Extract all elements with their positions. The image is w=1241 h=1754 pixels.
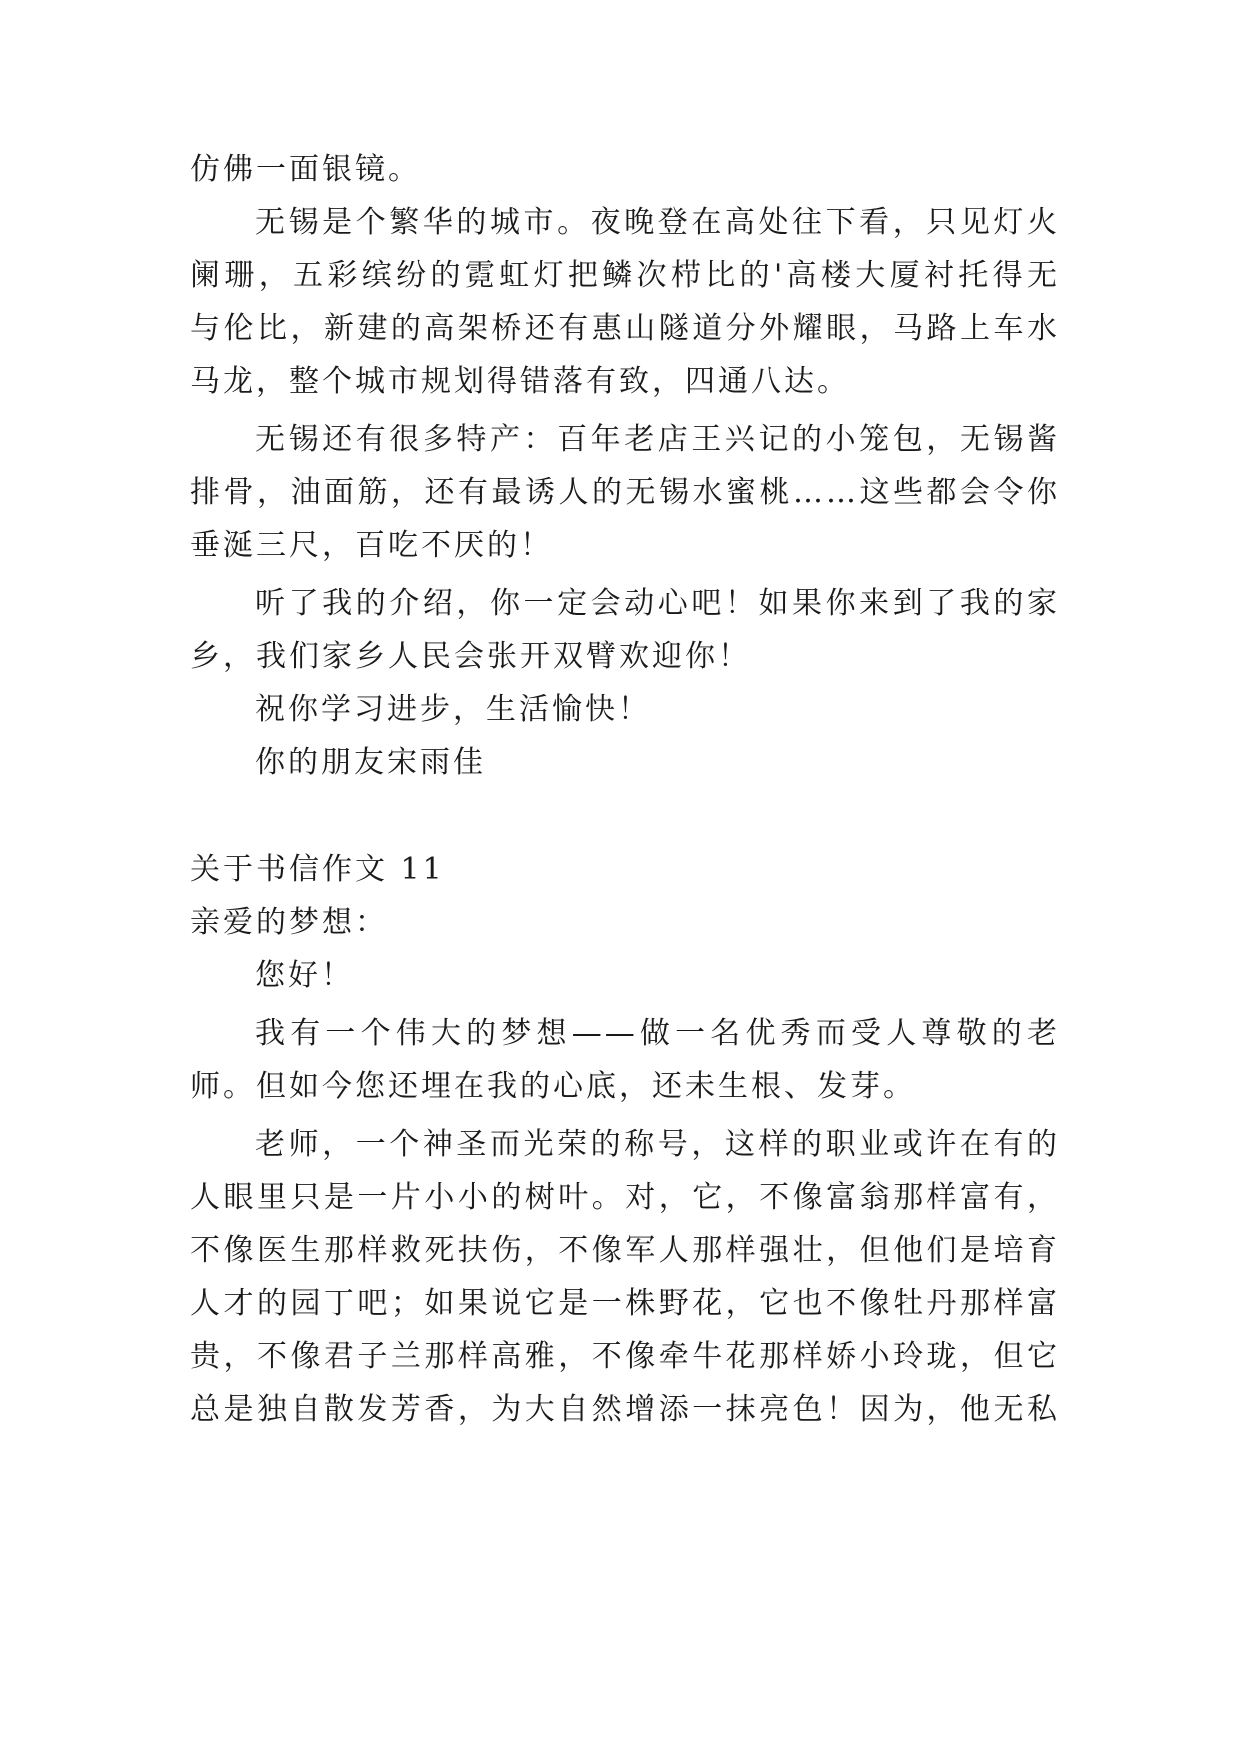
paragraph-line: 不像医生那样救死扶伤，不像军人那样强壮，但他们是培育 bbox=[190, 1233, 1060, 1268]
paragraph-line: 垂涎三尺，百吃不厌的！ bbox=[190, 528, 553, 563]
paragraph-line: 无锡是个繁华的城市。夜晚登在高处往下看，只见灯火 bbox=[255, 205, 1060, 240]
section-title: 关于书信作文 11 bbox=[190, 852, 445, 887]
paragraph-line: 仿佛一面银镜。 bbox=[190, 152, 421, 187]
paragraph-line: 我有一个伟大的梦想——做一名优秀而受人尊敬的老 bbox=[255, 1016, 1060, 1051]
paragraph-line: 人才的园丁吧；如果说它是一株野花，它也不像牡丹那样富 bbox=[190, 1286, 1060, 1321]
signature-line: 你的朋友宋雨佳 bbox=[255, 745, 486, 780]
greeting: 您好！ bbox=[255, 958, 354, 993]
paragraph-line: 贵，不像君子兰那样高雅，不像牵牛花那样娇小玲珑，但它 bbox=[190, 1339, 1060, 1374]
paragraph-line: 阑珊，五彩缤纷的霓虹灯把鳞次栉比的'高楼大厦衬托得无 bbox=[190, 258, 1060, 293]
paragraph-line: 总是独自散发芳香，为大自然增添一抹亮色！因为，他无私 bbox=[190, 1392, 1060, 1427]
paragraph-line: 乡，我们家乡人民会张开双臂欢迎你！ bbox=[190, 639, 751, 674]
paragraph-line: 师。但如今您还埋在我的心底，还未生根、发芽。 bbox=[190, 1069, 916, 1104]
paragraph-line: 与伦比，新建的高架桥还有惠山隧道分外耀眼，马路上车水 bbox=[190, 311, 1060, 346]
paragraph-line: 排骨，油面筋，还有最诱人的无锡水蜜桃……这些都会令你 bbox=[190, 475, 1060, 510]
closing-wish: 祝你学习进步，生活愉快！ bbox=[255, 692, 651, 727]
paragraph-line: 人眼里只是一片小小的树叶。对，它，不像富翁那样富有， bbox=[190, 1180, 1060, 1215]
paragraph-line: 无锡还有很多特产：百年老店王兴记的小笼包，无锡酱 bbox=[255, 422, 1060, 457]
paragraph-line: 马龙，整个城市规划得错落有致，四通八达。 bbox=[190, 364, 850, 399]
salutation: 亲爱的梦想： bbox=[190, 905, 388, 940]
paragraph-line: 老师，一个神圣而光荣的称号，这样的职业或许在有的 bbox=[255, 1127, 1060, 1162]
paragraph-line: 听了我的介绍，你一定会动心吧！如果你来到了我的家 bbox=[255, 586, 1060, 621]
